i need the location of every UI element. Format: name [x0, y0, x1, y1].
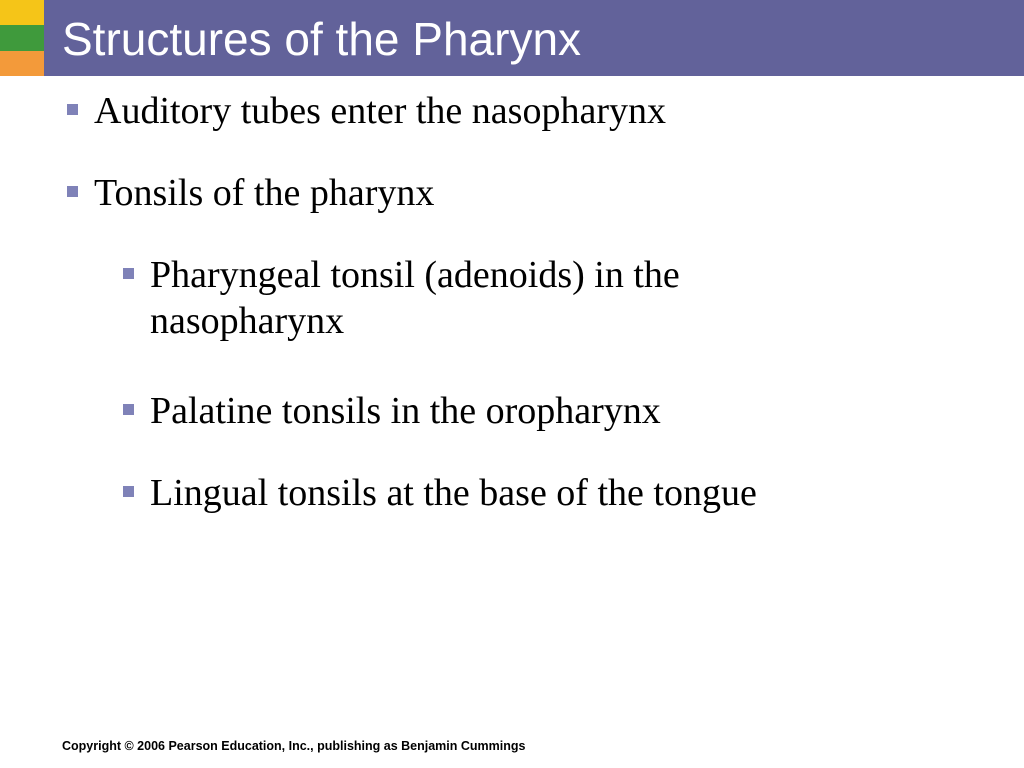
sub-bullet-text: Lingual tonsils at the base of the tongue: [150, 472, 757, 514]
square-bullet-icon: [67, 104, 78, 115]
accent-green-block: [0, 25, 44, 51]
square-bullet-icon: [123, 404, 134, 415]
bullet-text: Tonsils of the pharynx: [94, 172, 435, 214]
bullet-item: [94, 88, 666, 134]
square-bullet-icon: [67, 186, 78, 197]
sub-bullet-item: [150, 470, 850, 516]
sub-bullet-item: [150, 388, 850, 434]
accent-strip: [0, 0, 44, 76]
copyright-footer: Copyright © 2006 Pearson Education, Inc., publishing as Benjamin Cummings: [62, 739, 526, 753]
square-bullet-icon: [123, 486, 134, 497]
sub-bullet-text: Pharyngeal tonsil (adenoids) in the nasopharynx: [150, 254, 680, 342]
accent-orange-block: [0, 51, 44, 76]
square-bullet-icon: [123, 268, 134, 279]
slide-title: Structures of the Pharynx: [62, 13, 582, 65]
sub-bullet-item: [150, 252, 850, 344]
bullet-text: Auditory tubes enter the nasopharynx: [94, 90, 666, 132]
bullet-item: [94, 170, 434, 216]
accent-yellow-block: [0, 0, 44, 25]
sub-bullet-text: Palatine tonsils in the oropharynx: [150, 390, 661, 432]
